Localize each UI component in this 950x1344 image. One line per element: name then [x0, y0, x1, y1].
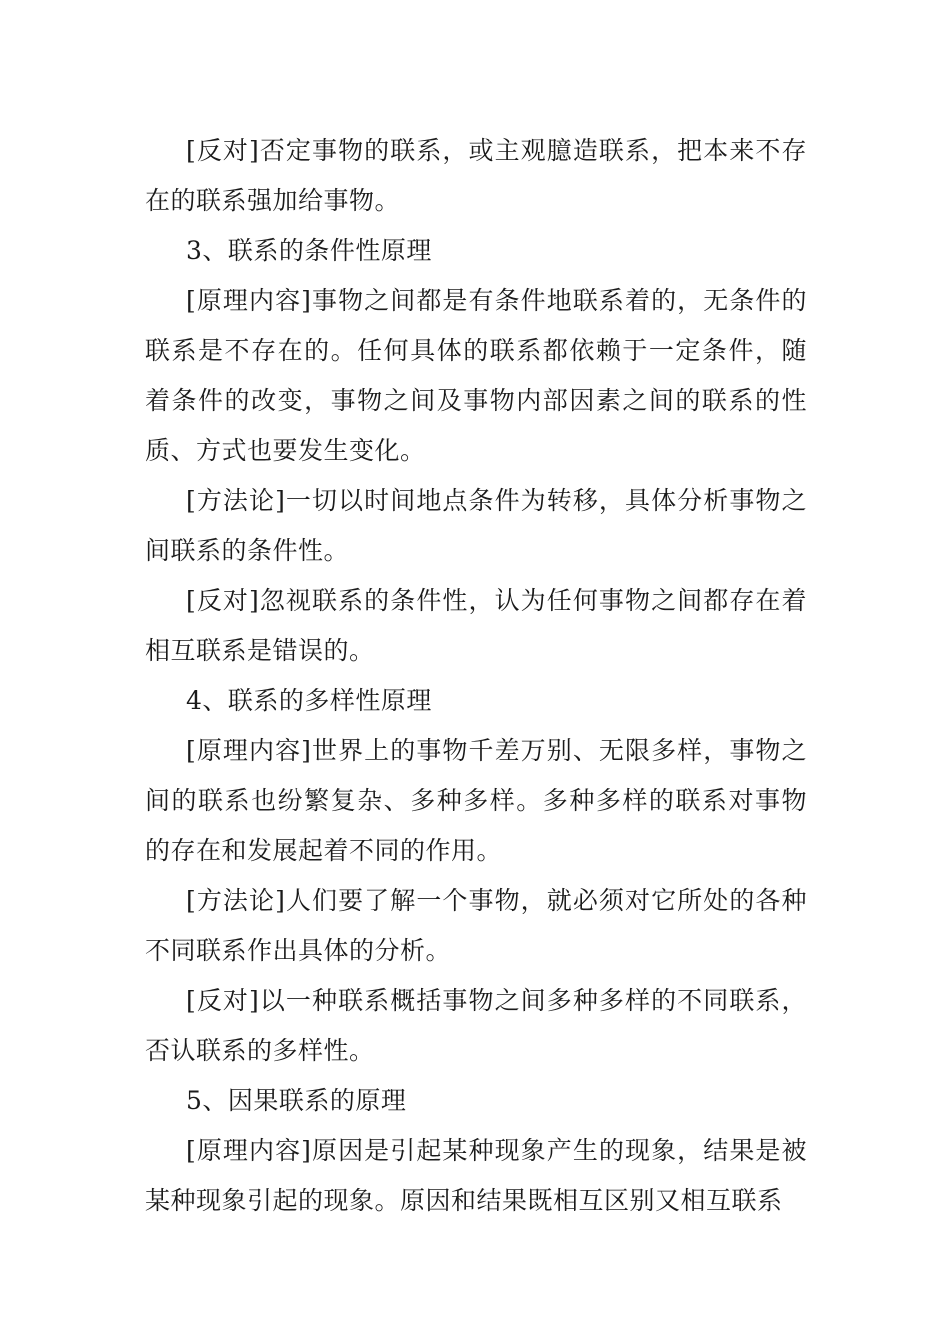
paragraph-oppose-diversity: [反对]以一种联系概括事物之间多种多样的不同联系，否认联系的多样性。 — [145, 986, 807, 1065]
heading-causality: 5、因果联系的原理 — [186, 1086, 407, 1115]
paragraph-method-conditionality: [方法论]一切以时间地点条件为转移，具体分析事物之间联系的条件性。 — [145, 486, 807, 565]
paragraph-principle-conditionality: [原理内容]事物之间都是有条件地联系着的，无条件的联系是不存在的。任何具体的联系都依赖于一定条件，随着条件的改变，事物之间及事物内部因素之间的联系的性质、方式也要发生变化。 — [145, 286, 807, 465]
paragraph-oppose-denial: [反对]否定事物的联系，或主观臆造联系，把本来不存在的联系强加给事物。 — [145, 136, 807, 215]
paragraph-method-diversity: [方法论]人们要了解一个事物，就必须对它所处的各种不同联系作出具体的分析。 — [145, 886, 807, 965]
paragraph-principle-diversity: [原理内容]世界上的事物千差万别、无限多样，事物之间的联系也纷繁复杂、多种多样。多种多样的联系对事物的存在和发展起着不同的作用。 — [145, 736, 807, 865]
paragraph-oppose-conditionality: [反对]忽视联系的条件性，认为任何事物之间都存在着相互联系是错误的。 — [145, 586, 807, 665]
document-body — [145, 126, 807, 1226]
heading-conditionality: 3、联系的条件性原理 — [186, 236, 432, 265]
heading-diversity: 4、联系的多样性原理 — [186, 686, 432, 715]
paragraph-principle-causality: [原理内容]原因是引起某种现象产生的现象，结果是被某种现象引起的现象。原因和结果既相互区别又相互联系 — [145, 1136, 807, 1215]
